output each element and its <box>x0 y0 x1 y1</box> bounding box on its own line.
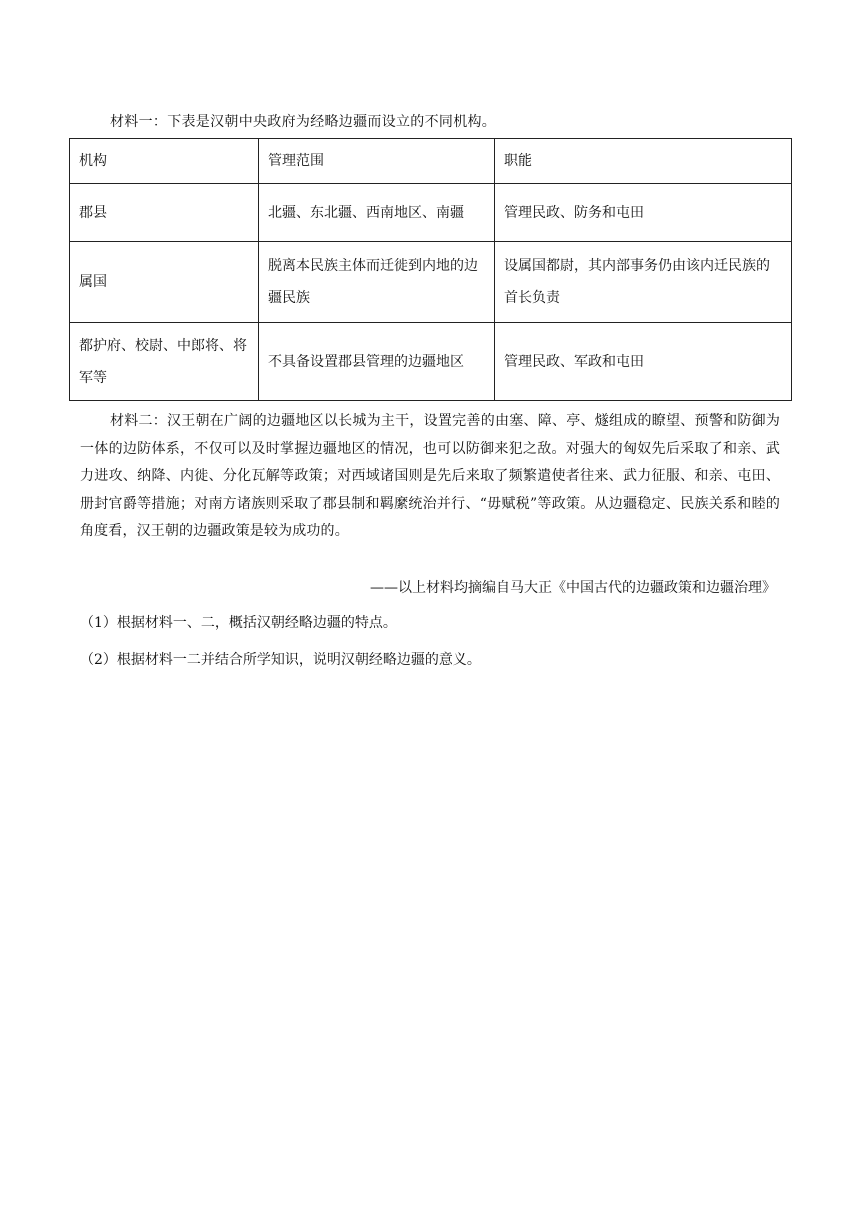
cell-institution: 都护府、校尉、中郎将、将军等 <box>70 323 259 401</box>
material-one-intro: 材料一：下表是汉朝中央政府为经略边疆而设立的不同机构。 <box>110 114 497 130</box>
cell-institution: 属国 <box>70 242 259 323</box>
cell-institution: 郡县 <box>70 184 259 242</box>
institutions-table <box>69 138 792 401</box>
header-function: 职能 <box>495 139 792 184</box>
question-1: （1）根据材料一、二，概括汉朝经略边疆的特点。 <box>80 615 397 631</box>
table-row <box>70 323 792 401</box>
table-row <box>70 242 792 323</box>
cell-scope: 不具备设置郡县管理的边疆地区 <box>259 323 495 401</box>
question-2: （2）根据材料一二并结合所学知识，说明汉朝经略边疆的意义。 <box>80 652 481 668</box>
table-row <box>70 184 792 242</box>
cell-function: 设属国都尉，其内部事务仍由该内迁民族的首长负责 <box>495 242 792 323</box>
material-two-paragraph: 材料二：汉王朝在广阔的边疆地区以长城为主干，设置完善的由塞、障、亭、燧组成的瞭望、预警和防御为一体的边防体系，不仅可以及时掌握边疆地区的情况，也可以防御来犯之敌。对强大的匈奴先后采取了和亲、武力进攻、纳降、内徙、分化瓦解等政策；对西域诸国则是先后来取了频繁遣使者往来、武力征服、和亲、屯田、册封官爵等措施；对南方诸族则采取了郡县制和羁縻统治并行、“毋赋税”等政策。从边疆稳定、民族关系和睦的角度看，汉王朝的边疆政策是较为成功的。 <box>80 413 780 540</box>
cell-function: 管理民政、防务和屯田 <box>495 184 792 242</box>
cell-scope: 脱离本民族主体而迁徙到内地的边疆民族 <box>259 242 495 323</box>
cell-function: 管理民政、军政和屯田 <box>495 323 792 401</box>
cell-scope: 北疆、东北疆、西南地区、南疆 <box>259 184 495 242</box>
header-scope: 管理范围 <box>259 139 495 184</box>
table-header-row <box>70 139 792 184</box>
source-citation: ——以上材料均摘编自马大正《中国古代的边疆政策和边疆治理》 <box>370 580 776 596</box>
header-institution: 机构 <box>70 139 259 184</box>
